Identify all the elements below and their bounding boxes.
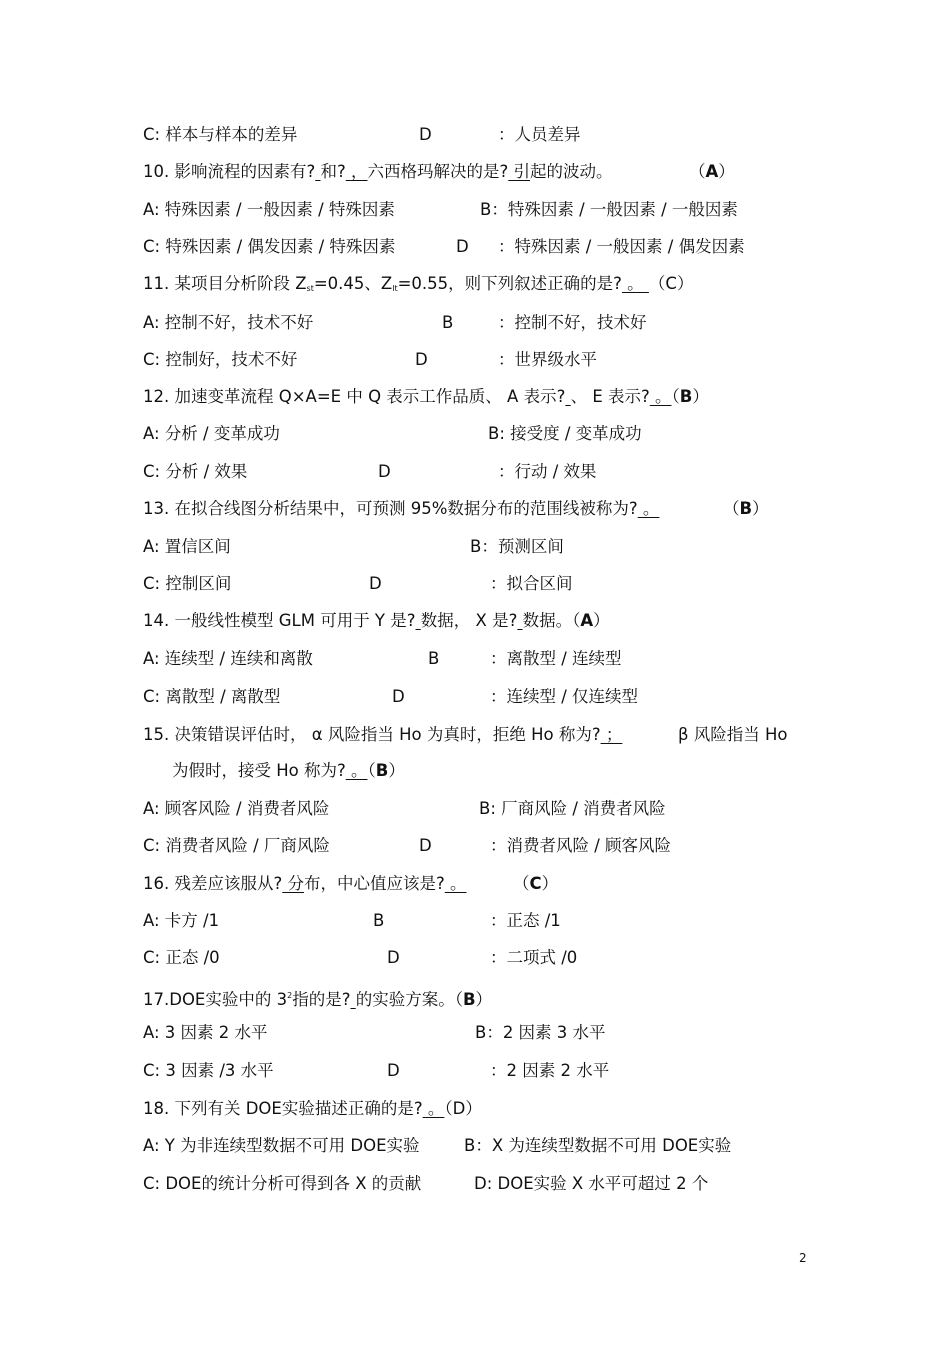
option-d-text: ：人员差异 [498, 125, 581, 144]
answer-key: （B） [454, 990, 493, 1009]
question-10: 10. 影响流程的因素有? 和? ，六西格玛解决的是? 引起的波动。 （A） [143, 159, 613, 185]
answer-key: （B） [671, 387, 709, 406]
answer-key: （D） [444, 1099, 482, 1118]
option-c: C: 样本与样本的差异 [143, 125, 298, 144]
option-c: C: 特殊因素 / 偶发因素 / 特殊因素 [143, 237, 396, 256]
page-number: 2 [799, 1251, 807, 1265]
answer-key: （A） [572, 611, 610, 630]
option-d-text: ：拟合区间 [490, 574, 573, 593]
question-15: 15. 决策错误评估时， α 风险指当 Ho 为真时，拒绝 Ho 称为? ； β 风险指当 Ho [143, 725, 788, 744]
option-b: B: 接受度 / 变革成功 [488, 424, 642, 443]
answer-key: （B） [367, 761, 405, 780]
option-c: C: 正态 /0 [143, 948, 220, 967]
option-c: C: 控制区间 [143, 574, 232, 593]
question-11: 11. 某项目分析阶段 $Z_{st}=0.45$、$Z_{lt}=0.55$，则下列叙述正确的是? 。 （C） [143, 274, 694, 293]
option-d-text: ：特殊因素 / 一般因素 / 偶发因素 [498, 237, 745, 256]
option-b-text: ：正态 /1 [490, 911, 561, 930]
option-c: C: 控制好，技术不好 [143, 350, 298, 369]
option-b: B：预测区间 [470, 537, 564, 556]
option-c: C: DOE的统计分析可得到各 X 的贡献 [143, 1174, 422, 1193]
question-13: 13. 在拟合线图分析结果中，可预测 95%数据分布的范围线被称为? 。 （B） [143, 496, 659, 522]
option-d-text: ：消费者风险 / 顾客风险 [490, 836, 672, 855]
option-a: A: 卡方 /1 [143, 911, 220, 930]
option-c: C: 消费者风险 / 厂商风险 [143, 836, 330, 855]
option-b: B：2 因素 3 水平 [475, 1023, 606, 1042]
question-12: 12. 加速变革流程 Q×A=E 中 Q 表示工作品质、 A 表示? 、 E 表示? 。（B） [143, 387, 709, 406]
option-b-text: ：控制不好，技术好 [498, 313, 647, 332]
option-b: B：特殊因素 / 一般因素 / 一般因素 [480, 200, 738, 219]
answer-key: （C） [648, 274, 694, 293]
question-17: 17.DOE实验中的 $3^2$指的是? 的实验方案。（B） [143, 990, 493, 1009]
answer-key: （A） [689, 162, 735, 181]
option-d-letter: D [378, 462, 391, 481]
option-d-text: ：二项式 /0 [490, 948, 578, 967]
option-a: A: 3 因素 2 水平 [143, 1023, 268, 1042]
option-b-letter: B [373, 911, 385, 930]
option-a: A: Y 为非连续型数据不可用 DOE实验 [143, 1136, 420, 1155]
option-b: B: 厂商风险 / 消费者风险 [479, 799, 666, 818]
option-d-letter: D [387, 948, 400, 967]
option-a: A: 控制不好，技术不好 [143, 313, 314, 332]
option-d-text: ：连续型 / 仅连续型 [490, 687, 639, 706]
option-a: A: 分析 / 变革成功 [143, 424, 280, 443]
option-c: C: 3 因素 /3 水平 [143, 1061, 274, 1080]
question-18: 18. 下列有关 DOE实验描述正确的是? 。（D） [143, 1099, 482, 1118]
option-b-text: ：离散型 / 连续型 [490, 649, 622, 668]
question-14: 14. 一般线性模型 GLM 可用于 Y 是? 数据， X 是? 数据。（A） [143, 611, 610, 630]
option-d-letter: D [415, 350, 428, 369]
option-d-letter: D [387, 1061, 400, 1080]
option-d-text: ：世界级水平 [498, 350, 597, 369]
answer-key: （B） [723, 499, 769, 518]
option-d-text: ：2 因素 2 水平 [490, 1061, 610, 1080]
option-d-letter: D [392, 687, 405, 706]
option-b-letter: B [428, 649, 440, 668]
option-d: D: DOE实验 X 水平可超过 2 个 [474, 1174, 709, 1193]
option-a: A: 特殊因素 / 一般因素 / 特殊因素 [143, 200, 395, 219]
question-16: 16. 残差应该服从? 分布，中心值应该是? 。 （C） [143, 871, 467, 897]
option-d-letter: D [419, 836, 432, 855]
option-d-letter: D [419, 125, 432, 144]
answer-key: （C） [513, 874, 559, 893]
option-c: C: 离散型 / 离散型 [143, 687, 281, 706]
option-d-letter: D [369, 574, 382, 593]
option-a: A: 置信区间 [143, 537, 231, 556]
question-15-continued: 为假时，接受 Ho 称为? 。（B） [172, 761, 405, 780]
option-b-letter: B [442, 313, 454, 332]
option-d-text: ：行动 / 效果 [498, 462, 597, 481]
option-c: C: 分析 / 效果 [143, 462, 248, 481]
option-b: B：X 为连续型数据不可用 DOE实验 [464, 1136, 732, 1155]
option-a: A: 顾客风险 / 消费者风险 [143, 799, 330, 818]
option-d-letter: D [456, 237, 469, 256]
option-a: A: 连续型 / 连续和离散 [143, 649, 313, 668]
